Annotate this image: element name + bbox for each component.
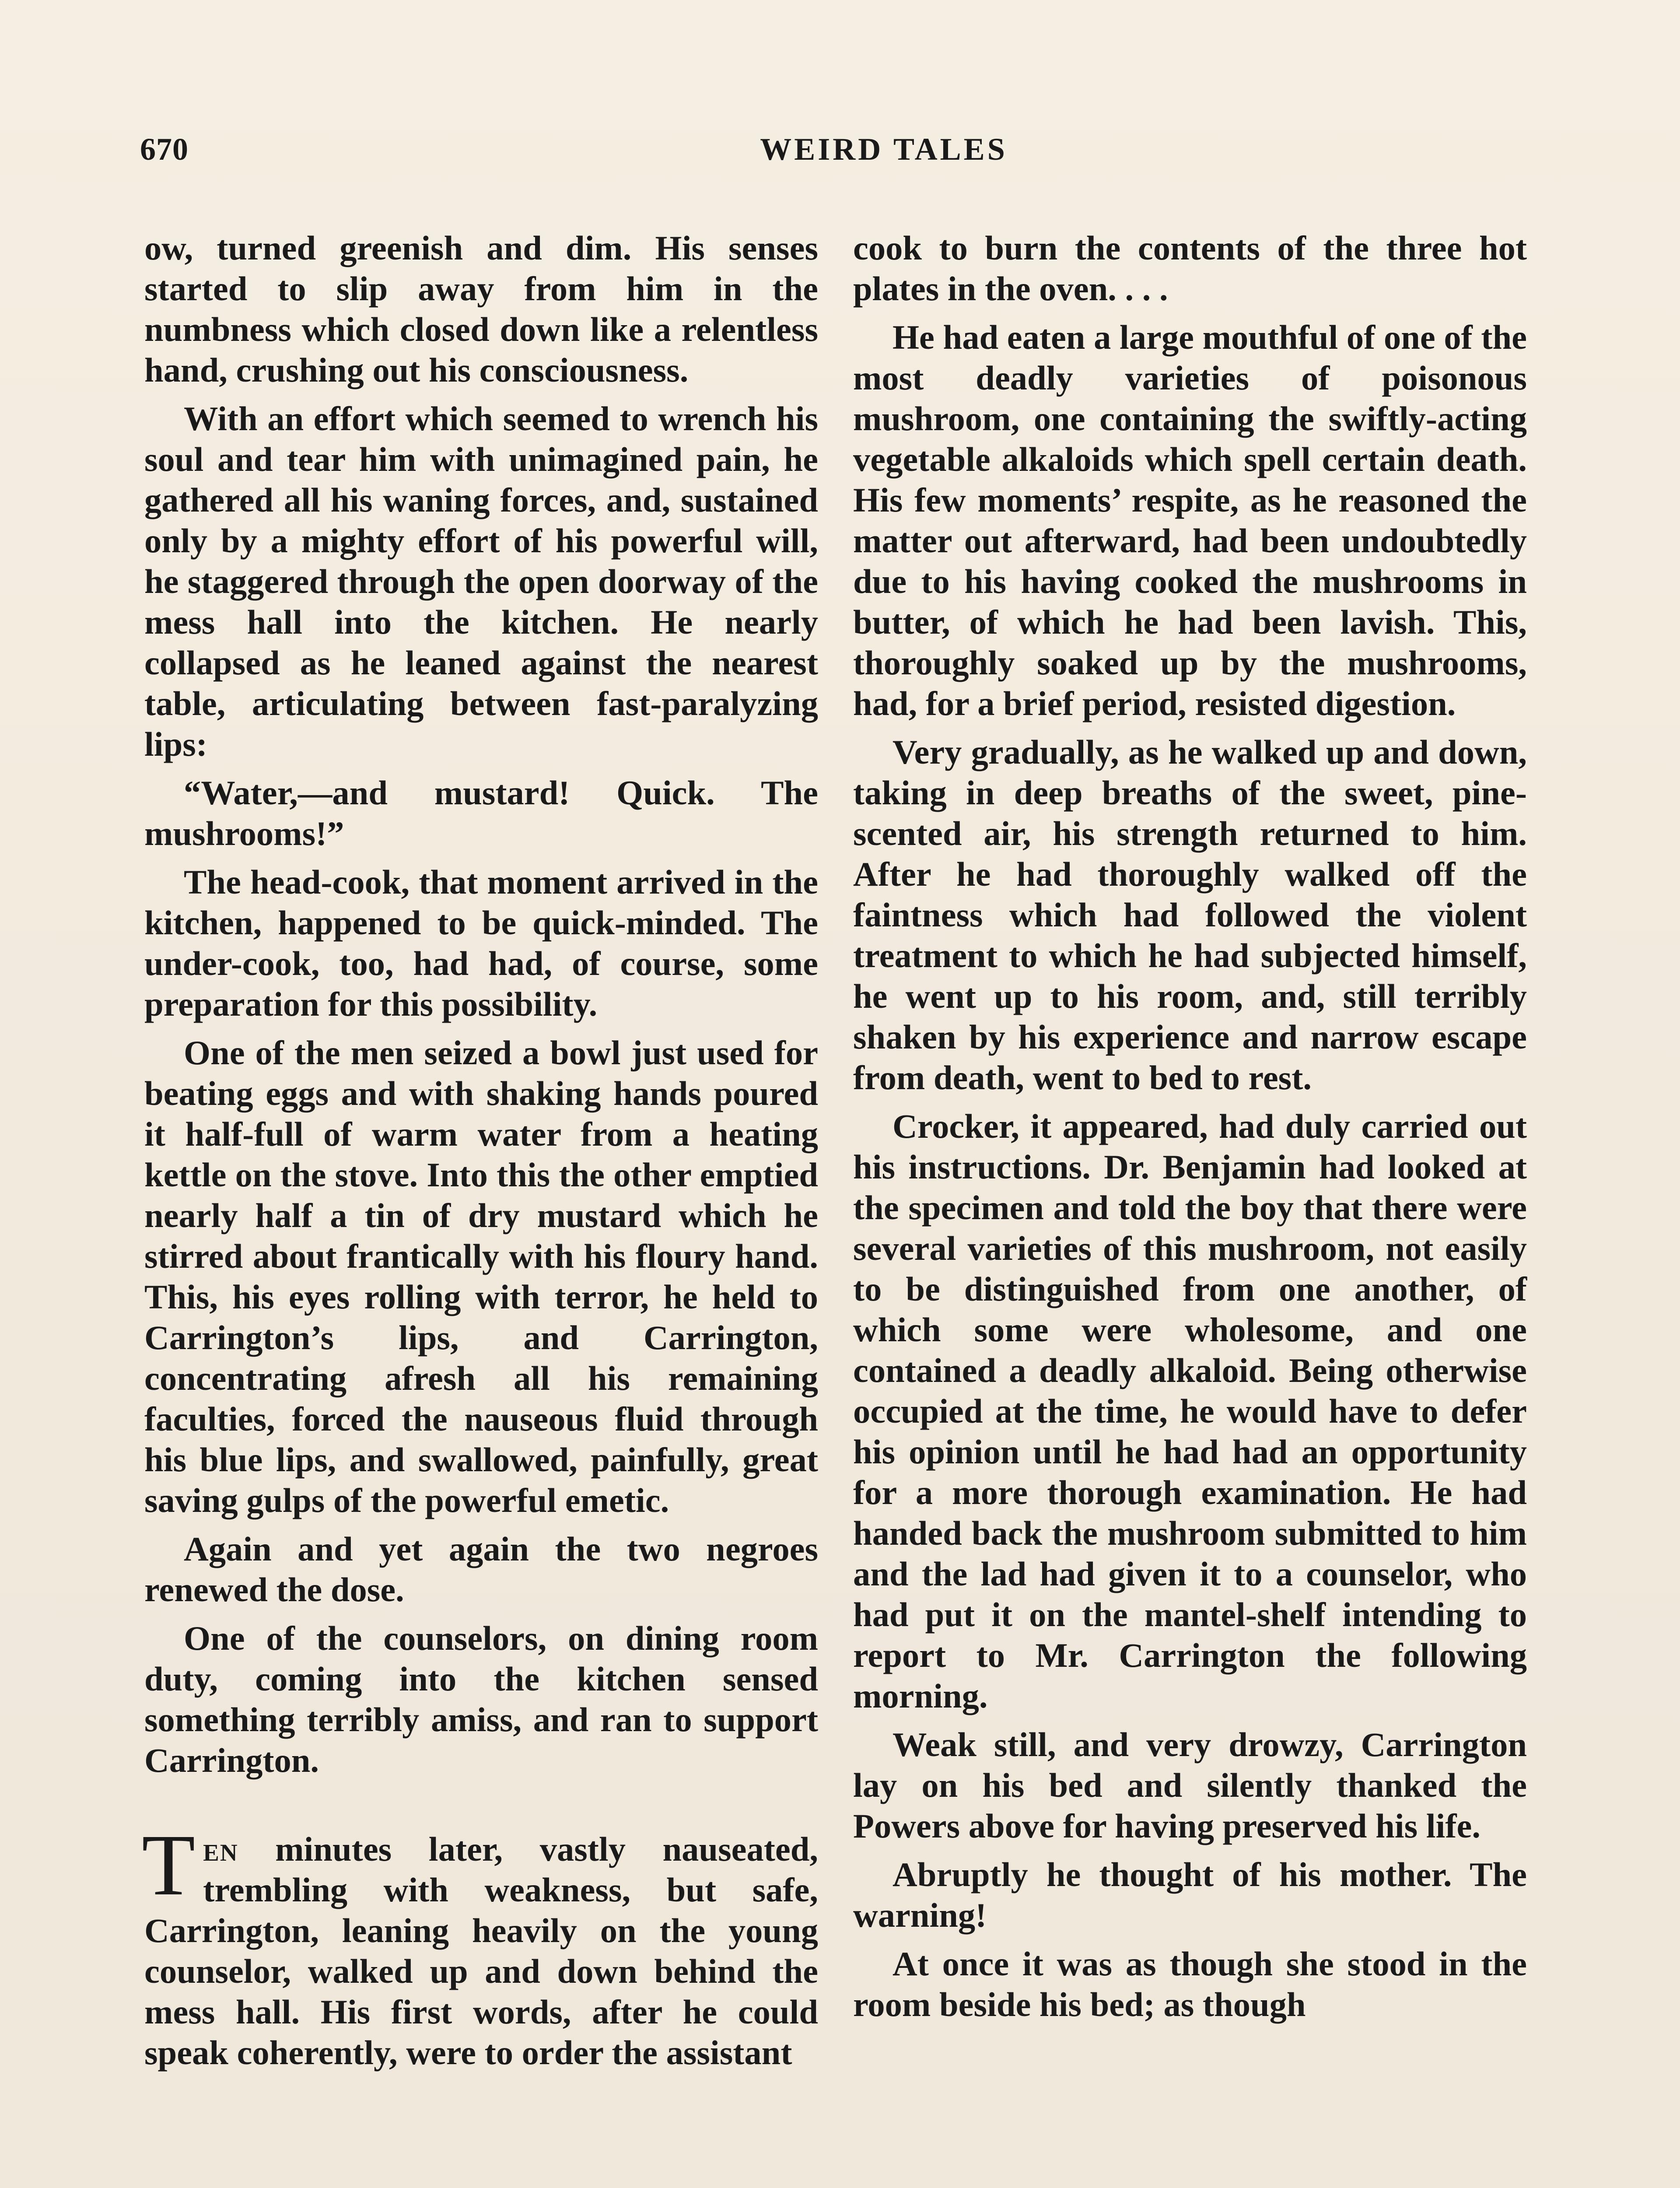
paragraph: At once it was as though she stood in the room beside his bed; as though [853, 1945, 1527, 2023]
paragraph: Weak still, and very drowzy, Carrington lay on his bed and silently thanked the Powers above for having preserved his life. [853, 1725, 1527, 1845]
paragraph: Very gradually, as he walked up and down, taking in deep breaths of the sweet, pine-scented air, his strength returned to him. After he had thoroughly walked off the faintness which had followed the violent treatment to which he had subjected himself, he went up to his room, and, still terribly shaken by his experience and narrow escape from death, went to bed to rest. [853, 733, 1527, 1097]
paragraph: One of the men seized a bowl just used for beating eggs and with shaking hands poured it half-full of warm water from a heating kettle on the stove. Into this the other emptied nearly half a tin of dry mustard which he stirred about frantically with his floury hand. This, his eyes rolling with terror, he held to Carrington’s lips, and Carrington, concentrating afresh all his remaining faculties, forced the nauseous fluid through his blue lips, and swallowed, painfully, great saving gulps of the powerful emetic. [144, 1034, 818, 1519]
paragraph: Again and yet again the two negroes renewed the dose. [144, 1530, 818, 1609]
paragraph: Abruptly he thought of his mother. The warning! [853, 1855, 1527, 1934]
paragraph: The head-cook, that moment arrived in the kitchen, happened to be quick-minded. The under-cook, too, had had, of course, some preparation for this possibility. [144, 863, 818, 1023]
page-number: 670 [140, 132, 189, 167]
page-header [140, 131, 1540, 184]
small-caps-lead: en [203, 1830, 238, 1868]
paragraph: ow, turned greenish and dim. His senses started to slip away from him in the numbness which closed down like a relentless hand, crushing out his consciousness. [144, 229, 818, 389]
paragraph: With an effort which seemed to wrench his soul and tear him with unimagined pain, he gathered all his waning forces, and, sustained only by a mighty effort of his powerful will, he staggered through the open doorway of the mess hall into the kitchen. He nearly collapsed as he leaned against the nearest table, articulating between fast-paralyzing lips: [144, 400, 818, 763]
left-column [144, 228, 818, 2081]
paragraph: Crocker, it appeared, had duly carried out his instructions. Dr. Benjamin had looked at the specimen and told the boy that there were several varieties of this mushroom, not easily to be distinguished from one another, of which some were wholesome, and one contained a deadly alkaloid. Being otherwise occupied at the time, he would have to defer his opinion until he had had an opportunity for a more thorough examination. He had handed back the mushroom submitted to him and the lad had given it to a counselor, who had put it on the mantel-shelf intending to report to Mr. Carrington the following morning. [853, 1107, 1527, 1715]
paragraph-text: minutes later, vastly nauseated, trembling with weakness, but safe, Carrington, leaning heavily on the young counselor, walked up and down behind the mess hall. His first words, after he could speak coherently, were to order the assistant [144, 1830, 818, 2072]
paragraph: He had eaten a large mouthful of one of the most deadly varieties of poisonous mushroom, one containing the swiftly-acting vegetable alkaloids which spell certain death. His few moments’ respite, as he reasoned the matter out afterward, had been undoubtedly due to his having cooked the mushrooms in butter, of which he had been lavish. This, thoroughly soaked up by the mushrooms, had, for a brief period, resisted digestion. [853, 318, 1527, 722]
paragraph: One of the counselors, on dining room duty, coming into the kitchen sensed something terribly amiss, and ran to support Carrington. [144, 1619, 818, 1779]
paragraph: “Water,—and mustard! Quick. The mushrooms!” [144, 774, 818, 852]
paragraph: cook to burn the contents of the three hot plates in the oven. . . . [853, 229, 1527, 308]
running-title: WEIRD TALES [760, 132, 1008, 167]
right-column [853, 228, 1527, 2033]
section-opening-paragraph [142, 1817, 818, 2073]
drop-cap-letter: T [142, 1817, 196, 1914]
